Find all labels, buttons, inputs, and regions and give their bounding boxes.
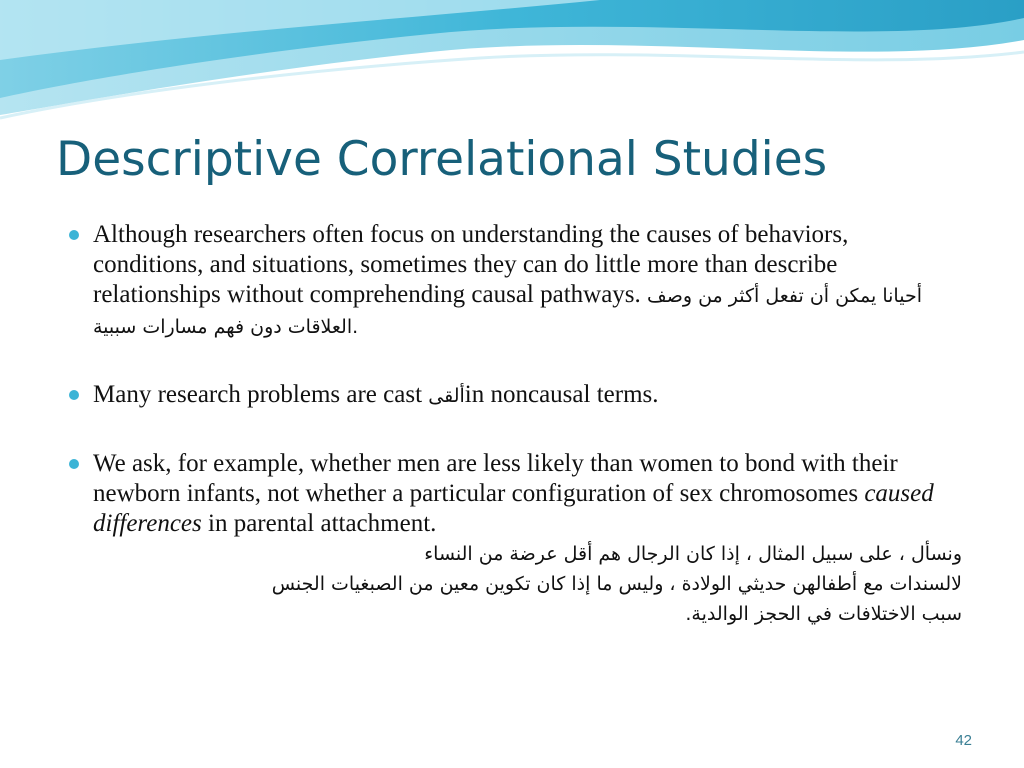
slide-title: Descriptive Correlational Studies <box>56 132 828 187</box>
bullet-list <box>62 220 962 667</box>
bullet-text: in parental attachment. <box>201 510 437 537</box>
bullet-text: Although researchers often focus on understanding the causes of behaviors, conditions, and situations, sometimes they can do little more than describe relationships without comprehending causal pathways. <box>93 221 849 308</box>
bullet-emphasis: caused differences <box>93 480 934 537</box>
bullet-item <box>62 220 962 342</box>
bullet-dot-icon <box>69 390 79 400</box>
arabic-translation: ألقى <box>428 385 465 407</box>
bullet-text: We ask, for example, whether men are less likely than women to bond with their newborn infants, not whether a particular configuration of sex chromosomes <box>93 450 898 507</box>
bullet-text: in noncausal terms. <box>464 381 659 408</box>
bullet-dot-icon <box>69 459 79 469</box>
bullet-text: Many research problems are cast <box>93 381 429 408</box>
arabic-translation-line: لالسندات مع أطفالهن حديثي الولادة ، وليس ما إذا كان تكوين معين من الصبغيات الجنس <box>271 573 962 595</box>
arabic-translation-line: سبب الاختلافات في الحجز الوالدية. <box>685 603 962 625</box>
page-number: 42 <box>955 732 972 749</box>
arabic-translation: أحيانا يمكن أن تفعل أكثر من وصف العلاقات دون فهم مسارات سببية. <box>93 285 922 338</box>
header-wave-decoration <box>0 0 1024 130</box>
bullet-dot-icon <box>69 230 79 240</box>
arabic-translation-line: ونسأل ، على سبيل المثال ، إذا كان الرجال هم أقل عرضة من النساء <box>424 543 962 565</box>
bullet-item <box>62 449 962 629</box>
bullet-item <box>62 380 962 411</box>
